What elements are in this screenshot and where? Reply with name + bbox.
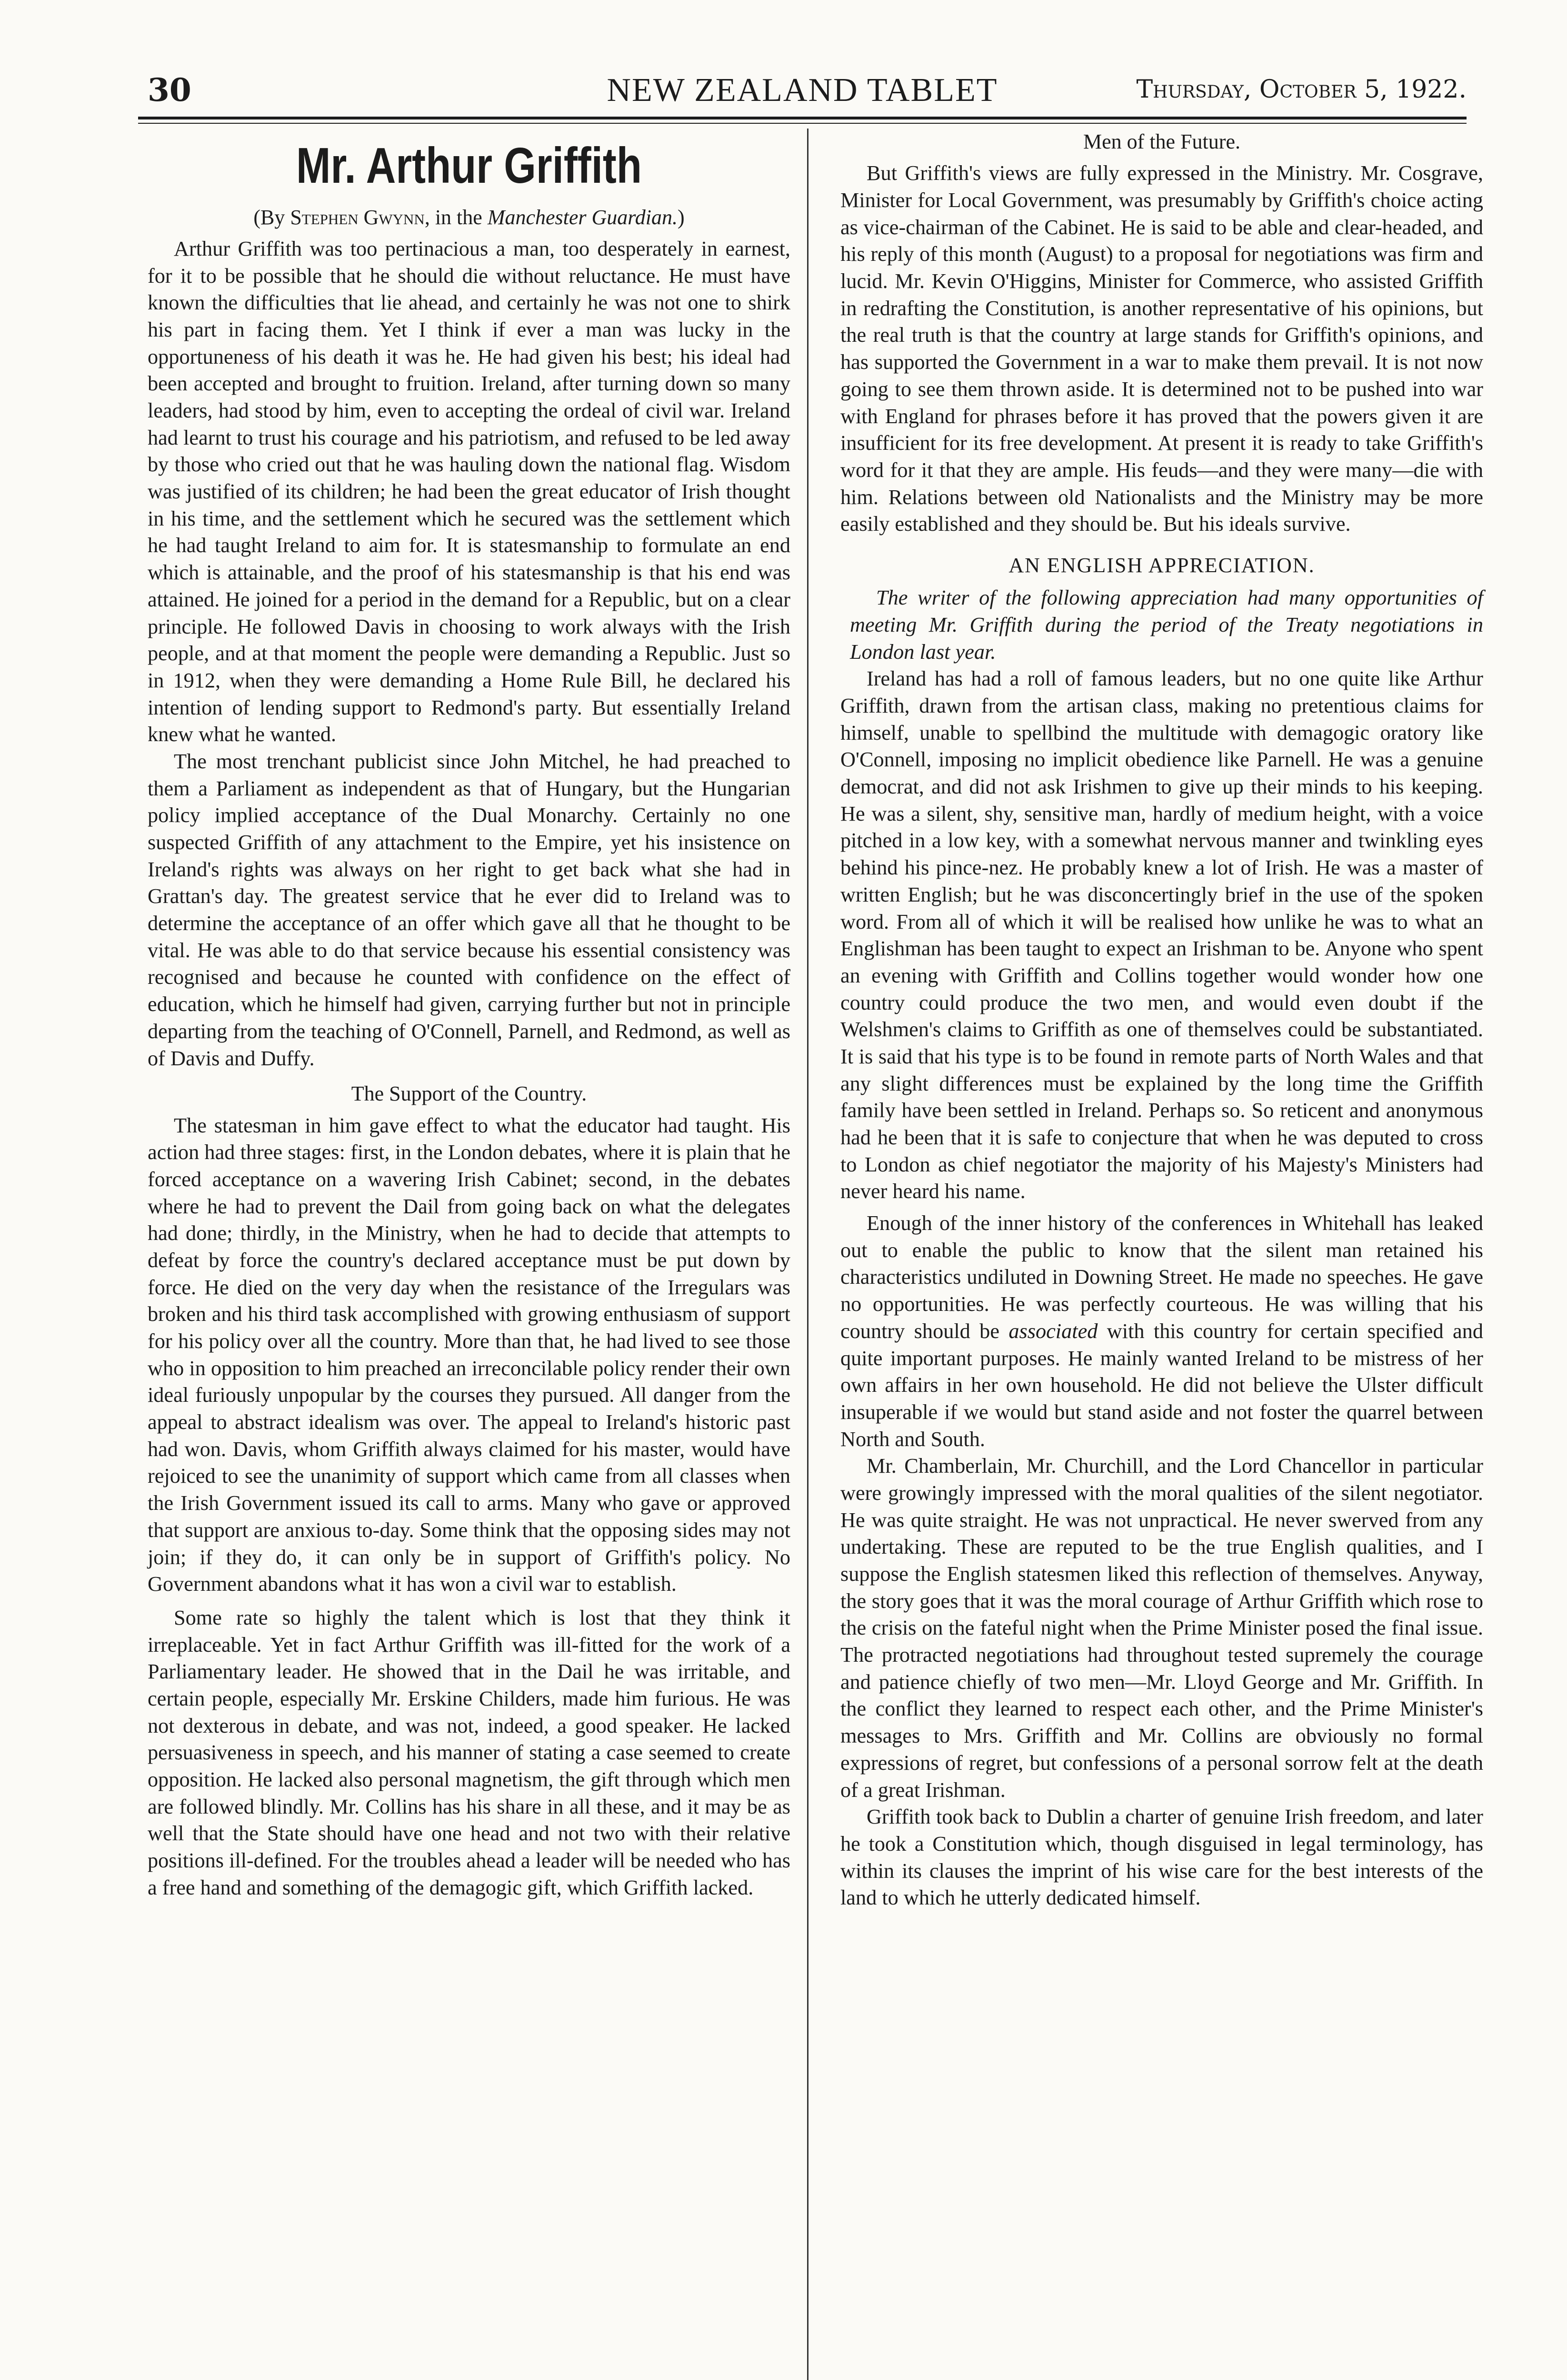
paper-title: NEW ZEALAND TABLET [607,72,998,109]
paragraph: The statesman in him gave effect to what the educator had taught. His action had three stages: first, in the London debates, where it is plain that he forced acceptance on a wavering Irish Cabinet; second, in the debates where he had to prevent the Dail from going back on what the delegates had done; thirdly, in the Ministry, when he had to decide that attempts to defeat by force the country's declared acceptance must be put down by force. He died on the very day when the resistance of the Irregulars was broken and his third task accomplished with growing enthusiasm of support for his policy over all the country. More than that, he had lived to see those who in opposition to him preached an irreconcilable policy render their own ideal furiously unpopular by the courses they pursued. All danger from the appeal to abstract idealism was over. The appeal to Ireland's historic past had won. Davis, whom Griffith always claimed for his master, would have rejoiced to see the unanimity of support which came from all classes when the Irish Government issued its call to arms. Many who gave or approved that support are anxious to-day. Some think that the opposing sides may not join; if they do, it can only be in support of Griffith's policy. No Government abandons what it has won a civil war to establish. [148,1113,790,1596]
paragraph: The most trenchant publicist since John Mitchel, he had preached to them a Parliament as independent as that of Hungary, but the Hungarian policy implied acceptance of the Dual Monarchy. Certainly no one suspected Griffith of any attachment to the Empire, yet his insistence on Ireland's rights was always on her right to get back what she had in Grattan's day. The greatest service that he ever did to Ireland was to determine the acceptance of an offer which gave all that he thought to be vital. He was able to do that service because his essential consistency was recognised and because he counted with confidence on the effect of education, which he himself had given, carrying further but not in principle departing from the teaching of O'Connell, Parnell, and Redmond, as well as of Davis and Duffy. [148,749,790,1070]
byline-prefix: (By [253,205,285,229]
page-number: 30 [148,71,191,109]
column-divider [807,129,808,2380]
whitehall-text-2: with this country for certain specified and quite important purposes. He mainly wanted Ireland to be mistress of her own affairs in her own household. He did not believe the Ulster difficult insuperable if we would but stand aside and not foster the quarrel between North and South. [840,1319,1484,1451]
page-header [138,71,1467,114]
paragraph: Arthur Griffith was too pertinacious a man, too desperately in earnest, for it to be possible that he should die without reluctance. He must have known the difficulties that lie ahead, and certainly he was not one to shirk his part in facing them. Yet I think if ever a man was lucky in the opportuneness of his death it was he. He had given his best; his ideal had been accepted and brought to fruition. Ireland, after turning down so many leaders, had stood by him, even to accepting the ordeal of civil war. Ireland had learnt to trust his courage and his patriotism, and refused to be led away by those who cried out that he was hauling down the national flag. Wisdom was justified of its children; he had been the great educator of Irish thought in his time, and the settlement which he secured was the settlement which he had taught Ireland to aim for. It is statesmanship to formulate an end which is attainable, and the proof of his statesmanship is that his end was attained. He joined for a period in the demand for a Republic, but on a clear principle. He followed Davis in choosing to work always with the Irish people, and at that moment the people were demanding a Republic. Just so in 1912, when they were demanding a Home Rule Bill, he declared his intention of lending support to Redmond's party. But essentially Ireland knew what he wanted. [148,237,790,746]
whitehall-emphasis: associated [1008,1319,1098,1343]
paragraph: Griffith took back to Dublin a charter of genuine Irish freedom, and later he took a Constitution which, though disguised in legal terminology, has within its clauses the imprint of his wise care for the best interests of the land to which he utterly dedicated himself. [840,1805,1483,1910]
intro-note: The writer of the following appreciation had many opportunities of meeting Mr. Griffith during the period of the Treaty negotiations in London last year. [850,586,1483,664]
byline [148,204,790,231]
article-title: Mr. Arthur Griffith [296,138,642,194]
paragraph: Ireland has had a roll of famous leaders, but no one quite like Arthur Griffith, drawn from the artisan class, making no pretentious claims for himself, unable to spellbind the multitude with demagogic oratory like O'Connell, imposing no implicit obedience like Parnell. He was a genuine democrat, and did not ask Irishmen to give up their minds to his keeping. He was a silent, shy, sensitive man, hardly of medium height, with a voice pitched in a low key, with a somewhat nervous manner and twinkling eyes behind his pince-nez. He probably knew a lot of Irish. He was a master of written English; but he was disconcertingly brief in the use of the spoken word. From all of which it will be realised how unlike he was to what an Englishman has been taught to expect an Irishman to be. Anyone who spent an evening with Griffith and Collins together would wonder how one country could produce the two men, and would even doubt if the Welshmen's claims to Griffith as one of themselves could be substantiated. It is said that his type is to be found in remote parts of North Wales and that any slight differences must be explained by the long time the Griffith family have been settled in Ireland. Perhaps so. So reticent and anonymous had he been that it is safe to conjecture that when he was deputed to cross to London as chief negotiator the majority of his Majesty's Ministers had never heard his name. [840,667,1483,1203]
right-column [840,129,1483,1912]
subhead-support: The Support of the Country. [351,1082,587,1106]
byline-suffix: ) [678,205,685,229]
header-rule [138,117,1467,119]
byline-source: Manchester Guardian. [487,205,678,229]
whitehall-text-1: Enough of the inner history of the conferences in Whitehall has leaked out to enable the public to know that the silent man retained his characteristics undiluted in Downing Street. He made no speeches. He gave no opportunities. He was perfectly courteous. He was willing that his country should be [840,1211,1483,1343]
paragraph: But Griffith's views are fully expressed in the Ministry. Mr. Cosgrave, Minister for Local Government, was presumably by Griffith's choice acting as vice-chairman of the Cabinet. He is said to be able and clear-headed, and his reply of this month (August) to a proposal for negotiations was firm and lucid. Mr. Kevin O'Higgins, Minister for Commerce, who assisted Griffith in redrafting the Constitution, is another representative of his opinions, but the real truth is that the country at large stands for Griffith's opinions, and has supported the Government in a war to make them prevail. It is not now going to see them thrown aside. It is determined not to be pushed into war with England for phrases before it has proved that the powers given it are insufficient for its free development. At present it is ready to take Griffith's word for it that they are ample. His feuds—and they were many—die with him. Relations between old Nationalists and the Ministry may be more easily established and they should be. But his ideals survive. [840,161,1483,536]
subhead-english: AN ENGLISH APPRECIATION. [1008,553,1315,577]
byline-author: Stephen Gwynn, [290,205,430,229]
subhead-future: Men of the Future. [1083,130,1240,153]
paragraph: Some rate so highly the talent which is lost that they think it irreplaceable. Yet in fact Arthur Griffith was ill-fitted for the work of a Parliamentary leader. He showed that in the Dail he was irritable, and certain people, especially Mr. Erskine Childers, made him furious. He was not dexterous in debate, and was not, indeed, a good speaker. He lacked persuasiveness in speech, and his manner of stating a case seemed to create opposition. He lacked also personal magnetism, the gift through which men are followed blindly. Mr. Collins has his share in all these, and it may be as well that the State should have one head and not two with their relative positions ill-defined. For the troubles ahead a leader will be needed who has a free hand and something of the demagogic gift, which Griffith lacked. [148,1606,790,1899]
header-rule-thin [138,123,1467,124]
byline-mid: in the [435,205,482,229]
paragraph-whitehall [840,1210,1483,1453]
issue-date: Thursday, October 5, 1922. [1136,75,1467,104]
paragraph: Mr. Chamberlain, Mr. Churchill, and the Lord Chancellor in particular were growingly impressed with the moral qualities of the silent negotiator. He was quite straight. He was not unpractical. He never swerved from any undertaking. These are reputed to be the true English qualities, and I suppose the English statesmen liked this reflection of themselves. Anyway, the story goes that it was the moral courage of Arthur Griffith which rose to the crisis on the fateful night when the Prime Minister posed the final issue. The protracted negotiations had throughout tested supremely the courage and patience chiefly of two men—Mr. Lloyd George and Mr. Griffith. In the conflict they learned to respect each other, and the Prime Minister's messages to Mrs. Griffith and Mr. Collins are obviously no formal expressions of regret, but confessions of a personal sorrow felt at the death of a great Irishman. [840,1454,1483,1802]
left-column [148,129,790,1901]
